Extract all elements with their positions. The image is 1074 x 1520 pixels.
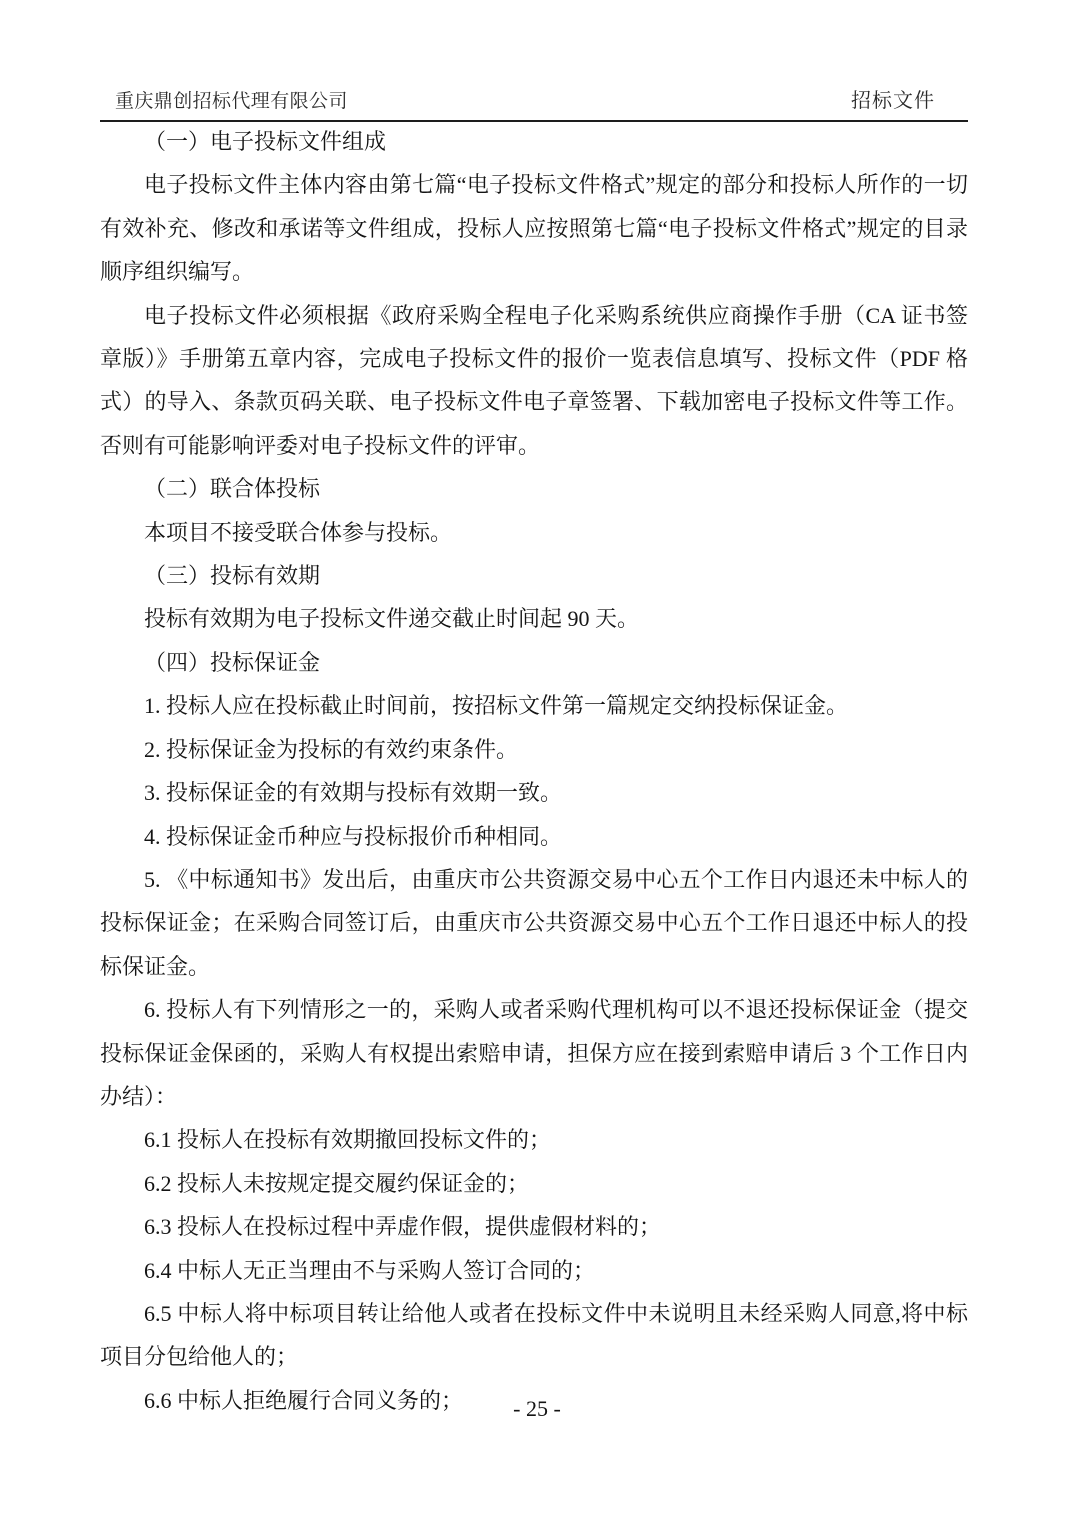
paragraph: 6. 投标人有下列情形之一的，采购人或者采购代理机构可以不退还投标保证金（提交投标保证金保函的，采购人有权提出索赔申请，担保方应在接到索赔申请后 3 个工作日内办结）： <box>100 997 968 1109</box>
paragraph: 6.3 投标人在投标过程中弄虚作假，提供虚假材料的； <box>144 1214 662 1240</box>
paragraph: 电子投标文件主体内容由第七篇“电子投标文件格式”规定的部分和投标人所作的一切有效补充、修改和承诺等文件组成，投标人应按照第七篇“电子投标文件格式”规定的目录顺序组织编写。 <box>100 172 968 285</box>
paragraph: 6.5 中标人将中标项目转让给他人或者在投标文件中未说明且未经采购人同意,将中标项目分包给他人的； <box>100 1300 968 1370</box>
paragraph: 电子投标文件必须根据《政府采购全程电子化采购系统供应商操作手册（CA 证书签章版）》手册第五章内容，完成电子投标文件的报价一览表信息填写、投标文件（PDF 格式）的导入、条款页码关联、电子投标文件电子章签署、下载加密电子投标文件等工作。否则有可能影响评委对电子投标文件的评审。 <box>100 302 968 458</box>
page-header <box>100 84 968 122</box>
page-footer <box>0 1396 1074 1422</box>
header-company-name: 重庆鼎创招标代理有限公司 <box>115 91 348 112</box>
paragraph: 6.1 投标人在投标有效期撤回投标文件的； <box>144 1127 552 1153</box>
header-document-type: 招标文件 <box>851 90 935 112</box>
paragraph: 6.4 中标人无正当理由不与采购人签订合同的； <box>144 1257 596 1283</box>
paragraph: 2. 投标保证金为投标的有效约束条件。 <box>144 736 519 762</box>
paragraph: 6.2 投标人未按规定提交履约保证金的； <box>144 1170 530 1196</box>
section-heading: （三）投标有效期 <box>144 563 321 589</box>
document-content <box>100 120 968 1422</box>
section-heading: （二）联合体投标 <box>144 476 321 502</box>
section-heading: （四）投标保证金 <box>144 649 321 675</box>
paragraph: 4. 投标保证金币种应与投标报价币种相同。 <box>144 823 563 849</box>
paragraph: 5. 《中标通知书》发出后，由重庆市公共资源交易中心五个工作日内退还未中标人的投标保证金；在采购合同签订后，由重庆市公共资源交易中心五个工作日退还中标人的投标保证金。 <box>100 866 968 979</box>
paragraph: 3. 投标保证金的有效期与投标有效期一致。 <box>144 780 563 806</box>
paragraph: 本项目不接受联合体参与投标。 <box>144 519 453 545</box>
paragraph: 6.6 中标人拒绝履行合同义务的； <box>144 1387 464 1413</box>
page-number: - 25 - <box>513 1396 561 1421</box>
paragraph: 1. 投标人应在投标截止时间前，按招标文件第一篇规定交纳投标保证金。 <box>144 693 849 719</box>
section-heading: （一）电子投标文件组成 <box>144 129 387 154</box>
paragraph: 投标有效期为电子投标文件递交截止时间起 90 天。 <box>144 606 640 632</box>
